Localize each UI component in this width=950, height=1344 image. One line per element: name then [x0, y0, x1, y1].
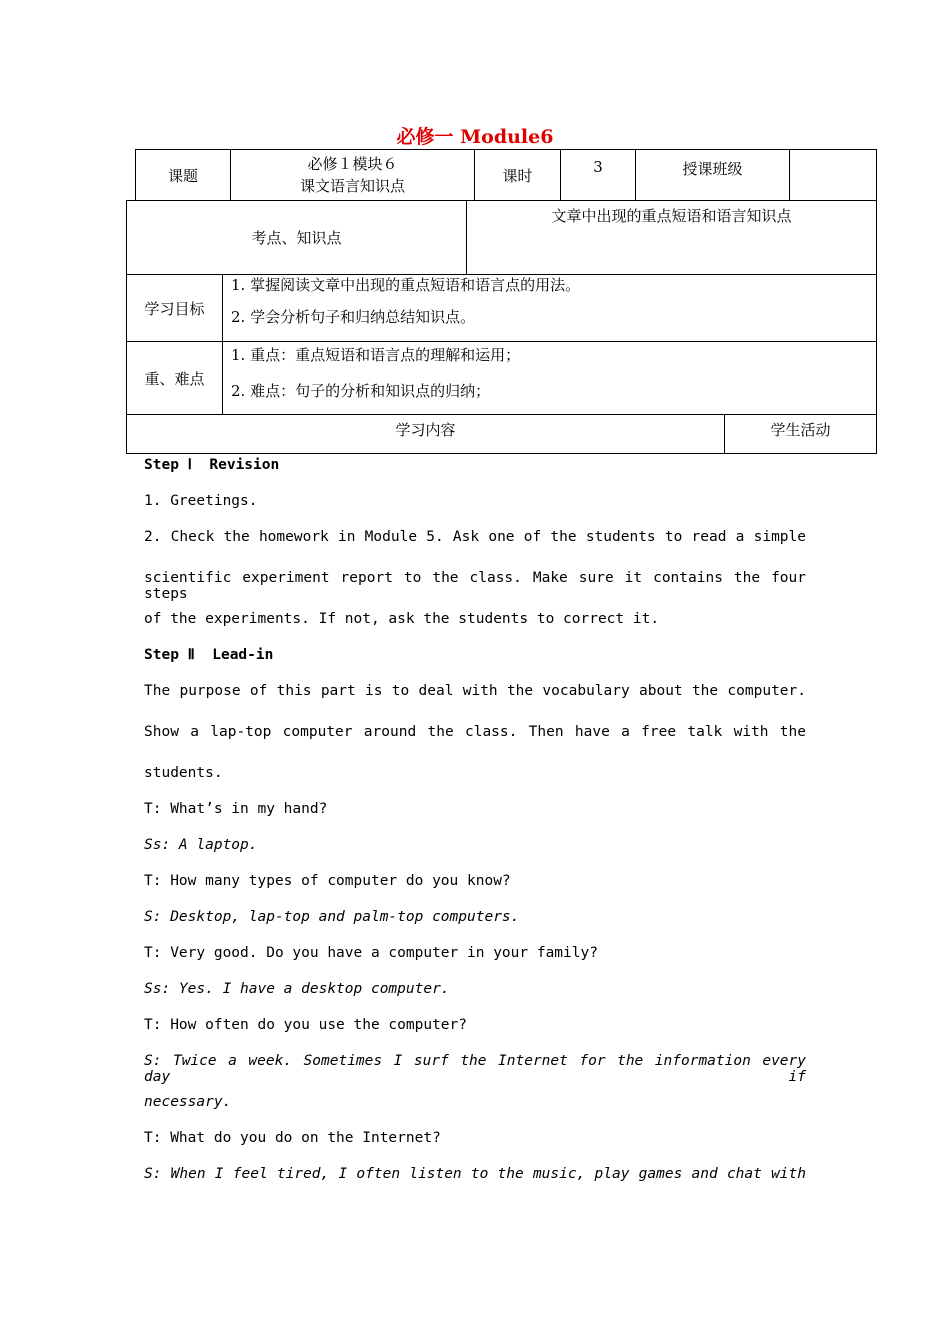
dialogue-student: S: Twice a week. Sometimes I surf the Internet for the information every day if	[144, 1053, 806, 1085]
paragraph-line: The purpose of this part is to deal with the vocabulary about the computer.	[144, 683, 806, 699]
knowledge-label: 考点、知识点	[251, 229, 342, 247]
dialogue-teacher: T: Very good. Do you have a computer in your family?	[144, 945, 598, 961]
dialogue-teacher: T: How often do you use the computer?	[144, 1017, 468, 1033]
keypoint-item: 1. 重点：重点短语和语言点的理解和运用；	[231, 346, 521, 364]
dialogue-teacher: T: What do you do on the Internet?	[144, 1130, 441, 1146]
paragraph-line: of the experiments. If not, ask the students to correct it.	[144, 611, 660, 627]
paragraph-line: Show a lap-top computer around the class. Then have a free talk with the	[144, 724, 806, 740]
step1-heading: Step Ⅰ Revision	[144, 457, 280, 473]
dialogue-student: Ss: A laptop.	[144, 837, 258, 853]
paragraph-line: 2. Check the homework in Module 5. Ask one of the students to read a simple	[144, 529, 806, 545]
dialogue-teacher: T: How many types of computer do you know?	[144, 873, 511, 889]
paragraph-line: scientific experiment report to the class. Make sure it contains the four steps	[144, 570, 806, 602]
class-value-cell	[789, 149, 877, 201]
topic-cell	[230, 149, 475, 201]
label-class: 授课班级	[682, 160, 743, 178]
topic-line1: 必修１模块６	[307, 155, 398, 173]
label-period-cell	[474, 149, 561, 201]
period-cell	[560, 149, 636, 201]
topic-line2: 课文语言知识点	[299, 177, 405, 195]
dialogue-teacher: T: What’s in my hand?	[144, 801, 328, 817]
label-topic-cell	[135, 149, 231, 201]
keypoints-list-cell	[222, 341, 877, 415]
goals-label: 学习目标	[144, 299, 205, 318]
label-class-cell	[635, 149, 790, 201]
content-header-cell	[126, 414, 725, 454]
knowledge-value-cell	[466, 200, 877, 275]
dialogue-student: S: When I feel tired, I often listen to the music, play games and chat with	[144, 1166, 806, 1182]
period-value: 3	[593, 158, 603, 176]
activity-header: 学生活动	[770, 421, 831, 439]
keypoint-item: 2. 难点：句子的分析和知识点的归纳；	[231, 382, 491, 400]
paragraph-line: 1. Greetings.	[144, 493, 258, 509]
dialogue-student: S: Desktop, lap-top and palm-top computers.	[144, 909, 520, 925]
page-title: 必修一 Module6	[396, 126, 554, 148]
step2-heading: Step Ⅱ Lead-in	[144, 647, 274, 663]
goal-item: 2. 学会分析句子和归纳总结知识点。	[231, 308, 476, 326]
knowledge-value: 文章中出现的重点短语和语言知识点	[551, 207, 792, 225]
knowledge-label-cell	[126, 200, 467, 275]
paragraph-line: students.	[144, 765, 223, 781]
goals-label-cell	[126, 274, 223, 342]
content-header: 学习内容	[395, 421, 456, 439]
label-period: 课时	[502, 166, 533, 185]
keypoints-label-cell	[126, 341, 223, 415]
dialogue-student: Ss: Yes. I have a desktop computer.	[144, 981, 450, 997]
activity-header-cell	[724, 414, 877, 454]
goals-list-cell	[222, 274, 877, 342]
goal-item: 1. 掌握阅读文章中出现的重点短语和语言点的用法。	[231, 276, 581, 294]
keypoints-label: 重、难点	[144, 369, 205, 388]
label-topic: 课题	[167, 166, 198, 185]
dialogue-student: necessary.	[144, 1094, 232, 1110]
